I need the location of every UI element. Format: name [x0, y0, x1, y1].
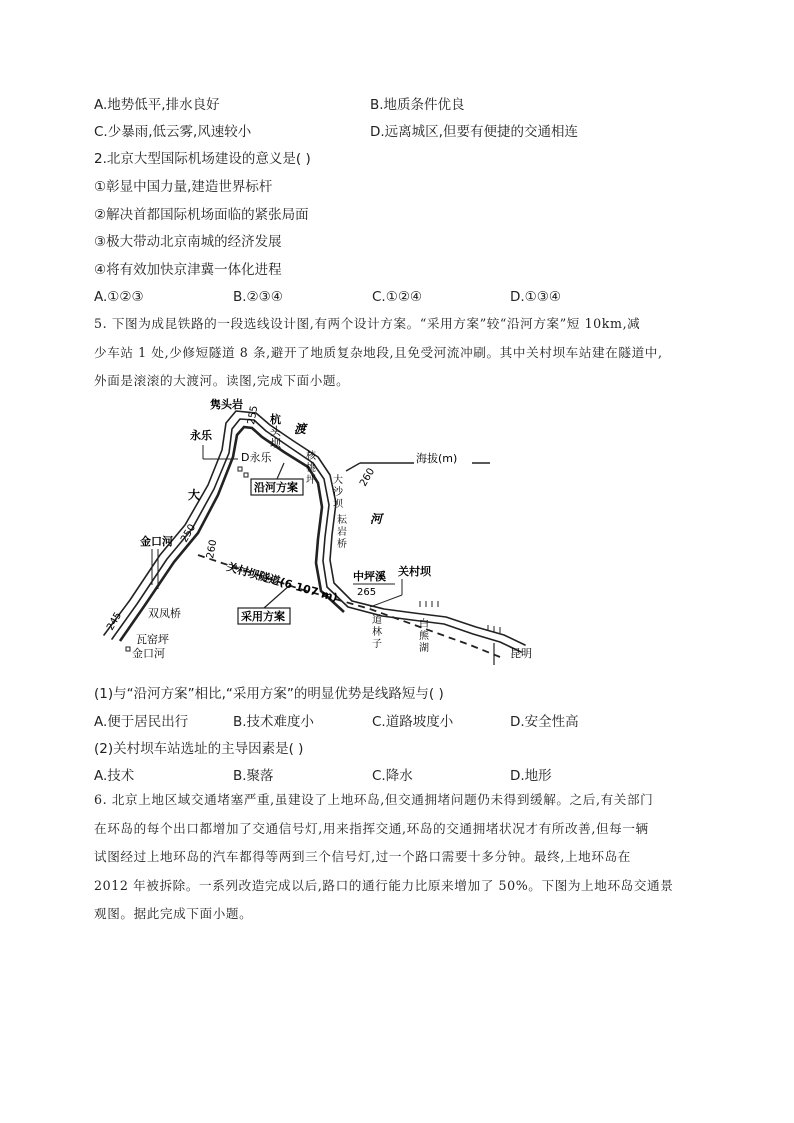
option-b-prev: B.地质条件优良	[370, 97, 465, 113]
label-jiaotouyan: 隽头岩	[210, 398, 243, 411]
option-c-prev: C.少暴雨,低云雾,风速较小	[94, 124, 252, 140]
q5-intro-line-1: 5. 下图为成昆铁路的一段选线设计图,有两个设计方案。“采用方案”较“沿河方案”短 10km,减	[94, 316, 641, 331]
q2-item-1: ①彰显中国力量,建造世界标杆	[94, 179, 273, 195]
label-hang: 杭	[270, 413, 281, 426]
q2-item-2: ②解决首都国际机场面临的紧张局面	[94, 207, 309, 223]
label-zhongpingxi: 中坪溪	[353, 570, 386, 583]
q6-line-5: 观图。据此完成下面小题。	[94, 906, 253, 921]
q6-line-1: 6. 北京上地区域交通堵塞严重,虽建设了上地环岛,但交通拥堵问题仍未得到缓解。之后,有关部门	[94, 792, 654, 807]
label-da: 大	[188, 488, 201, 502]
q6-line-2: 在环岛的每个出口都增加了交通信号灯,用来指挥交通,环岛的交通拥堵状况才有所改善,但每一辆	[94, 820, 649, 836]
q2-option-a: A.①②③	[94, 289, 144, 305]
caiyong-plan-label: 采用方案	[241, 610, 285, 623]
q6-line-4: 2012 年被拆除。一系列改造完成以后,路口的通行能力比原来增加了 50%。下图为上地环岛交通景	[94, 877, 674, 893]
label-yongle: 永乐	[190, 429, 212, 442]
contour-260-mid: 260	[205, 538, 220, 560]
contour-245: 245	[105, 610, 125, 633]
label-daolinzi-2: 林	[372, 627, 382, 638]
q5-sub2-option-b: B.聚落	[233, 768, 274, 784]
q5-sub1-option-b: B.技术难度小	[233, 714, 315, 730]
q5-sub2-option-a: A.技术	[94, 768, 135, 784]
label-wayaoping: 瓦窑坪	[136, 633, 169, 646]
q5-intro-line-2: 少车站 1 处,少修短隧道 8 条,避开了地质复杂地段,且免受河流冲刷。其中关村坝车站建在隧道中,	[94, 344, 663, 360]
label-bailuwan-2: 熊	[419, 631, 429, 642]
q5-sub1-option-c: C.道路坡度小	[372, 714, 454, 730]
contour-265: 265	[357, 587, 377, 598]
altitude-label: 海拔(m)	[416, 452, 458, 465]
label-hetaoping-3: 坪	[306, 475, 316, 486]
q5-intro-line-3: 外面是滚滚的大渡河。读图,完成下面小题。	[94, 373, 350, 388]
q2-option-b: B.②③④	[233, 289, 283, 305]
q6-paragraph	[94, 786, 706, 929]
label-jinkouhe: 金口河	[140, 535, 173, 548]
label-daolinzi-1: 道	[372, 615, 382, 626]
tunnel-label: 关村坝隧道(6 107 m)	[225, 560, 340, 605]
q2-stem: 2.北京大型国际机场建设的意义是( )	[94, 151, 311, 167]
label-yunyanqiao-1: 耘	[337, 515, 347, 526]
q2-item-4: ④将有效加快京津冀一体化进程	[94, 262, 282, 278]
label-hetaoping-1: 核	[306, 451, 316, 462]
contour-250: 250	[179, 522, 199, 545]
label-du: 渡	[294, 422, 307, 436]
contour-255: 255	[246, 404, 261, 426]
label-daolinzi-3: 子	[372, 639, 382, 650]
label-tou: 头	[270, 425, 281, 438]
label-yunyanqiao-3: 桥	[337, 539, 347, 550]
label-jinkouhe-station: 金口河	[132, 647, 165, 660]
label-bailuwan-1: 白	[419, 619, 429, 630]
label-hetaoping-2: 桃	[306, 463, 316, 474]
label-he: 河	[370, 512, 383, 526]
label-guancunba: 关村坝	[398, 565, 431, 578]
q5-sub2-option-d: D.地形	[510, 768, 552, 784]
q5-sub2-stem: (2)关村坝车站选址的主导因素是( )	[94, 741, 304, 757]
label-yunyanqiao-2: 岩	[337, 527, 347, 538]
label-kunming: 昆明	[510, 647, 532, 660]
option-d-prev: D.远离城区,但要有便捷的交通相连	[370, 124, 578, 140]
label-dashaba-1: 大	[333, 475, 343, 486]
label-shuangfengqiao: 双凤桥	[148, 607, 181, 620]
q2-option-d: D.①③④	[510, 289, 561, 305]
label-dashaba-2: 沙	[333, 487, 343, 498]
q6-line-3: 试图经过上地环岛的汽车都得等两到三个信号灯,过一个路口需要十多分钟。最终,上地环岛在	[94, 849, 631, 864]
q5-sub2-option-c: C.降水	[372, 768, 413, 784]
label-ba: 坝	[270, 437, 281, 450]
label-bailuwan-3: 湖	[419, 643, 429, 654]
q2-option-c: C.①②④	[372, 289, 423, 305]
q5-intro	[94, 310, 706, 396]
q2-item-3: ③极大带动北京南城的经济发展	[94, 234, 282, 250]
q5-sub1-option-a: A.便于居民出行	[94, 714, 189, 730]
option-a-prev: A.地势低平,排水良好	[94, 97, 220, 113]
yanhe-plan-label: 沿河方案	[254, 481, 298, 494]
contour-260-top: 260	[358, 466, 378, 489]
q5-sub1-stem: (1)与“沿河方案”相比,“采用方案”的明显优势是线路短与( )	[94, 686, 444, 702]
railway-route-map	[0, 395, 794, 685]
q5-sub1-option-d: D.安全性高	[510, 714, 579, 730]
label-yongle-station: D永乐	[241, 451, 272, 464]
label-dashaba-3: 坝	[333, 499, 343, 510]
